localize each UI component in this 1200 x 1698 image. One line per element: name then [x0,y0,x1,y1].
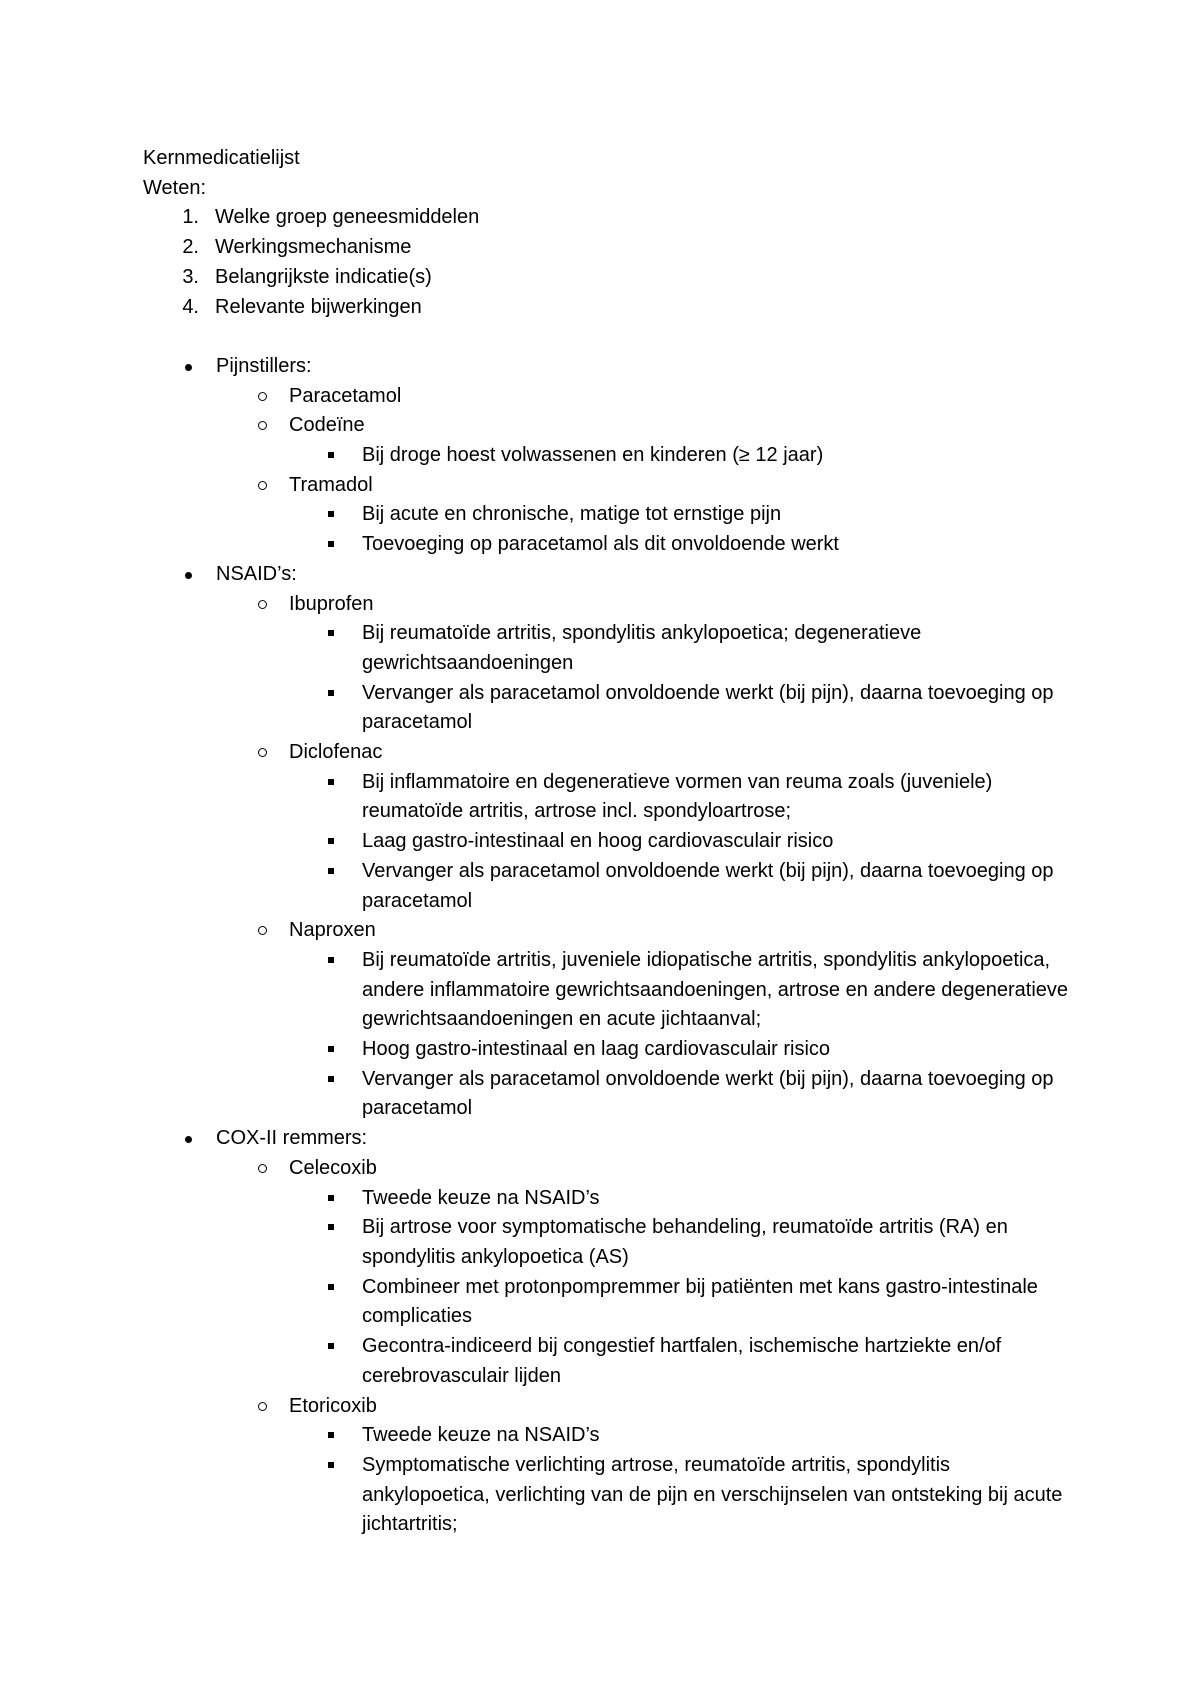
bullet-circle-icon [216,1154,289,1184]
bullet-square-icon [289,857,362,916]
bullet-square-icon [289,768,362,827]
bullet-square-icon [289,500,362,530]
drug-note: Tweede keuze na NSAID’s [143,1184,1083,1214]
numbered-item-text: Werkingsmechanisme [215,236,412,259]
bullet-square-icon [289,530,362,560]
drug-item: Paracetamol [143,382,1083,412]
numbered-item-text: Welke groep geneesmiddelen [215,206,480,229]
drug-note: Bij acute en chronische, matige tot ernstige pijn [143,500,1083,530]
bullet-square-icon [289,827,362,857]
list-number: 1. [182,206,199,229]
drug-item: Diclofenac [143,738,1083,768]
drug-item: Codeïne [143,411,1083,441]
bullet-square-icon [289,946,362,1035]
bullet-disc-icon [143,1124,216,1154]
drug-item: Celecoxib [143,1154,1083,1184]
bullet-disc-icon [143,352,216,382]
drug-note: Toevoeging op paracetamol als dit onvoldoende werkt [143,530,1083,560]
numbered-item-text: Relevante bijwerkingen [215,295,422,318]
numbered-item [143,293,1083,323]
document-subtitle: Weten: [143,176,206,199]
drug-note: Tweede keuze na NSAID’s [143,1421,1083,1451]
bullet-square-icon [289,1451,362,1540]
document-page [143,144,1083,1540]
drug-note: Symptomatische verlichting artrose, reumatoïde artritis, spondylitis ankylopoetica, verlichting van de pijn en verschijnselen van ontsteking bij acute jichtartritis; [143,1451,1083,1540]
bullet-circle-icon [216,471,289,501]
numbered-item [143,203,1083,233]
bullet-square-icon [289,441,362,471]
drug-note: Gecontra-indiceerd bij congestief hartfalen, ischemische hartziekte en/of cerebrovasculair lijden [143,1332,1083,1391]
drug-note: Vervanger als paracetamol onvoldoende werkt (bij pijn), daarna toevoeging op paracetamol [143,1065,1083,1124]
list-number: 4. [182,295,199,318]
group-heading: COX-II remmers: [143,1124,1083,1154]
numbered-item [143,233,1083,263]
drug-item: Naproxen [143,916,1083,946]
drug-note: Bij droge hoest volwassenen en kinderen (≥ 12 jaar) [143,441,1083,471]
bullet-square-icon [289,679,362,738]
bullet-square-icon [289,619,362,678]
bullet-disc-icon [143,560,216,590]
list-number: 3. [182,265,199,288]
group-heading: Pijnstillers: [143,352,1083,382]
drug-note: Bij reumatoïde artritis, juveniele idiopatische artritis, spondylitis ankylopoetica, andere inflammatoire gewrichtsaandoeningen, artrose en andere degeneratieve gewrichtsaandoeningen en acute jichtaanval; [143,946,1083,1035]
drug-note: Bij artrose voor symptomatische behandeling, reumatoïde artritis (RA) en spondylitis ankylopoetica (AS) [143,1213,1083,1272]
bullet-circle-icon [216,382,289,412]
numbered-list [143,203,1083,322]
drug-note: Vervanger als paracetamol onvoldoende werkt (bij pijn), daarna toevoeging op paracetamol [143,679,1083,738]
bullet-square-icon [289,1035,362,1065]
blank-line [143,322,1083,352]
bullet-square-icon [289,1065,362,1124]
drug-item: Tramadol [143,471,1083,501]
drug-item: Etoricoxib [143,1392,1083,1422]
numbered-item-text: Belangrijkste indicatie(s) [215,265,432,288]
bullet-square-icon [289,1332,362,1391]
bullet-square-icon [289,1273,362,1332]
document-title: Kernmedicatielijst [143,147,300,169]
drug-note: Combineer met protonpompremmer bij patiënten met kans gastro-intestinale complicaties [143,1273,1083,1332]
bullet-square-icon [289,1213,362,1272]
numbered-item [143,263,1083,293]
list-number: 2. [182,236,199,259]
bullet-circle-icon [216,1392,289,1422]
drug-note: Vervanger als paracetamol onvoldoende werkt (bij pijn), daarna toevoeging op paracetamol [143,857,1083,916]
bullet-circle-icon [216,916,289,946]
bullet-circle-icon [216,411,289,441]
drug-note: Laag gastro-intestinaal en hoog cardiovasculair risico [143,827,1083,857]
bullet-circle-icon [216,738,289,768]
bullet-square-icon [289,1421,362,1451]
group-heading: NSAID’s: [143,560,1083,590]
drug-item: Ibuprofen [143,590,1083,620]
bullet-circle-icon [216,590,289,620]
drug-note: Hoog gastro-intestinaal en laag cardiovasculair risico [143,1035,1083,1065]
bullet-square-icon [289,1184,362,1214]
drug-note: Bij reumatoïde artritis, spondylitis ankylopoetica; degeneratieve gewrichtsaandoeningen [143,619,1083,678]
drug-note: Bij inflammatoire en degeneratieve vormen van reuma zoals (juveniele) reumatoïde artritis, artrose incl. spondyloartrose; [143,768,1083,827]
